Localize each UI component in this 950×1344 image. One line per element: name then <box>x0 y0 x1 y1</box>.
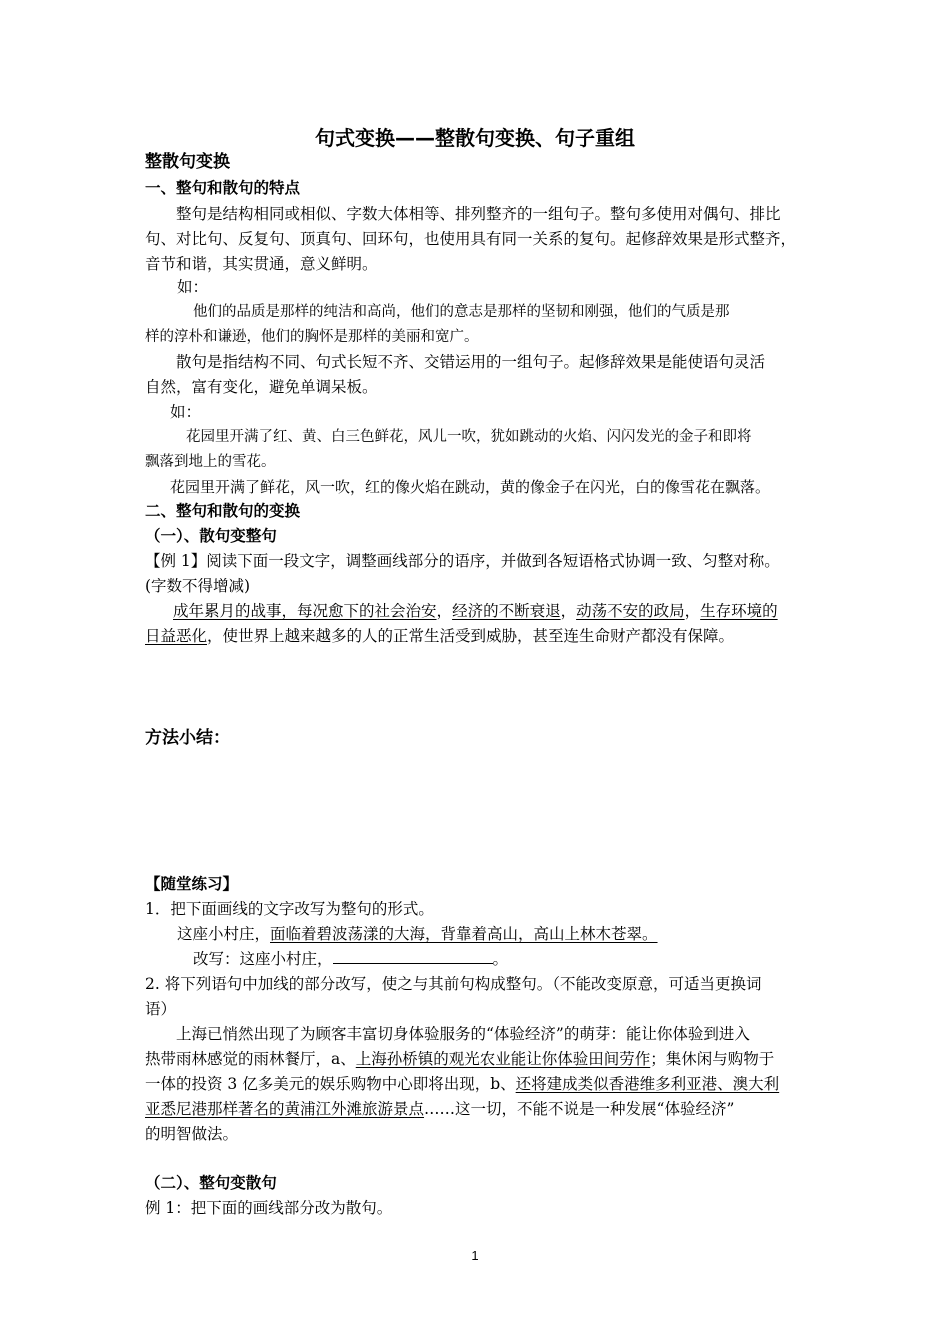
exercise-text <box>145 624 810 648</box>
underlined-phrase: 还将建成类似香港维多利亚港、澳大利 <box>515 1075 780 1093</box>
part2-heading: 二、整句和散句的变换 <box>145 502 301 520</box>
text-fragment: ， <box>436 602 453 620</box>
answer-blank[interactable] <box>333 949 493 964</box>
practice-heading: 【随堂练习】 <box>145 875 239 893</box>
question-1: 1．把下面画线的文字改写为整句的形式。 <box>145 900 434 918</box>
text-fragment: 一体的投资 3 亿多美元的娱乐购物中心即将出现，b、 <box>145 1075 516 1093</box>
underlined-phrase: 亚悉尼港那样著名的黄浦江外滩旅游景点 <box>145 1100 425 1118</box>
text-fragment: ， <box>684 602 701 620</box>
underlined-phrase: 社会治安 <box>374 602 437 620</box>
question-2-text <box>145 1072 810 1096</box>
example-label: 如： <box>177 278 209 296</box>
exercise-prompt: (字数不得增减) <box>145 577 251 595</box>
text-fragment: ， <box>560 602 577 620</box>
question-2-text <box>145 1097 810 1121</box>
text-fragment: 这座小村庄， <box>177 925 271 943</box>
underlined-phrase: 面临着碧波荡漾的大海，背靠着高山，高山上林木苍翠。 <box>270 925 658 943</box>
text-fragment: ，使世界上越来越多的人的正常生活受到威胁，甚至连生命财产都没有保障。 <box>207 627 735 645</box>
paragraph-line: 句、对比句、反复句、顶真句、回环句，也使用具有同一关系的复句。起修辞效果是形式整齐， <box>145 230 797 248</box>
question-1-sentence <box>145 922 842 946</box>
exercise-prompt: 例 1：把下面的画线部分改为散句。 <box>145 1199 393 1217</box>
text-fragment: ；集休闲与购物于 <box>650 1050 775 1068</box>
question-2: 语） <box>145 1000 177 1018</box>
question-2-text <box>145 1047 810 1071</box>
example-line: 花园里开满了鲜花，风一吹，红的像火焰在跳动，黄的像金子在闪光，白的像雪花在飘落。 <box>170 478 771 496</box>
paragraph-line: 整句是结构相同或相似、字数大体相等、排列整齐的一组句子。整句多使用对偶句、排比 <box>176 205 781 223</box>
underlined-phrase: 经济的不断衰退 <box>452 602 561 620</box>
section-heading: 整散句变换 <box>145 152 230 172</box>
page-title: 句式变换——整散句变换、句子重组 <box>315 126 635 150</box>
exercise-prompt: 【例 1】阅读下面一段文字，调整画线部分的语序，并做到各短语格式协调一致、匀整对称。 <box>145 552 780 570</box>
underlined-phrase: 日益恶化 <box>145 627 208 645</box>
example-line: 样的淳朴和谦逊，他们的胸怀是那样的美丽和宽广。 <box>145 329 479 345</box>
text-fragment: 改写：这座小村庄， <box>193 950 333 968</box>
question-2: 2. 将下列语句中加线的部分改写，使之与其前句构成整句。（不能改变原意，可适当更换词 <box>145 975 762 993</box>
part1-heading: 一、整句和散句的特点 <box>145 179 301 197</box>
example-line: 花园里开满了红、黄、白三色鲜花，风儿一吹，犹如跳动的火焰、闪闪发光的金子和即将 <box>186 429 752 445</box>
paragraph-line: 散句是指结构不同、句式长短不齐、交错运用的一组句子。起修辞效果是能使语句灵活 <box>176 353 766 371</box>
question-2-text: 的明智做法。 <box>145 1125 239 1143</box>
example-line: 他们的品质是那样的纯洁和高尚，他们的意志是那样的坚韧和刚强，他们的气质是那 <box>193 304 730 320</box>
question-2-text: 上海已悄然出现了为顾客丰富切身体验服务的“体验经济”的萌芽：能让你体验到进入 <box>176 1025 750 1043</box>
example-label: 如： <box>170 403 202 421</box>
page-number: 1 <box>471 1248 479 1263</box>
underlined-phrase: 上海孙桥镇的观光农业能让你体验田间劳作 <box>355 1050 651 1068</box>
paragraph-line: 音节和谐，其实贯通，意义鲜明。 <box>145 255 378 273</box>
question-1-rewrite <box>145 947 858 971</box>
underlined-phrase: 成年累月的战事 <box>173 602 282 620</box>
subsection-heading: （二）、整句变散句 <box>145 1174 277 1192</box>
example-line: 飘落到地上的雪花。 <box>145 454 276 470</box>
method-summary-label: 方法小结： <box>145 728 230 748</box>
exercise-text <box>145 599 810 623</box>
underlined-phrase: 动荡不安的政局 <box>576 602 685 620</box>
underlined-phrase: 生存环境的 <box>700 602 778 620</box>
underlined-phrase: ，每况愈下的 <box>281 602 375 620</box>
text-fragment: 。 <box>492 950 509 968</box>
subsection-heading: （一）、散句变整句 <box>145 527 277 545</box>
text-fragment: ……这一切，不能不说是一种发展“体验经济” <box>424 1100 735 1118</box>
paragraph-line: 自然，富有变化，避免单调呆板。 <box>145 378 378 396</box>
text-fragment: 热带雨林感觉的雨林餐厅，a、 <box>145 1050 356 1068</box>
